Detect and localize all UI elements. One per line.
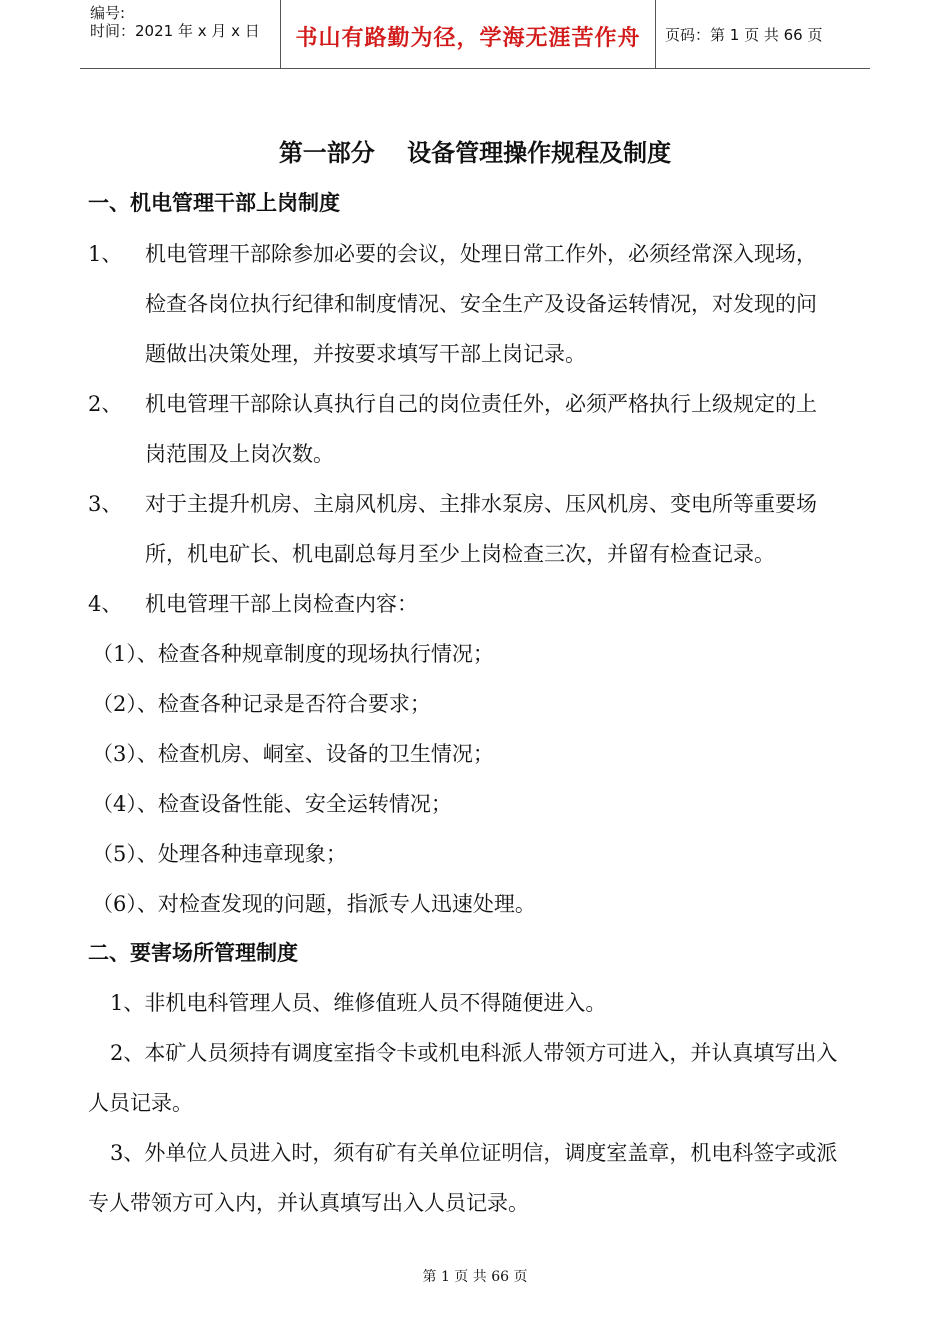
- sub-item: （4）、检查设备性能、安全运转情况；: [92, 792, 452, 816]
- paragraph-line: 机电管理干部上岗检查内容：: [145, 592, 418, 616]
- paragraph-line: 岗范围及上岗次数。: [145, 442, 334, 466]
- section-heading: 二、要害场所管理制度: [88, 941, 298, 965]
- header-page-cell: [655, 0, 870, 68]
- paragraph-line: 人员记录。: [88, 1091, 193, 1115]
- sub-item: （2）、检查各种记录是否符合要求；: [92, 692, 431, 716]
- paragraph-line: 2、本矿人员须持有调度室指令卡或机电科派人带领方可进入，并认真填写出入: [110, 1041, 838, 1065]
- section-heading: 一、机电管理干部上岗制度: [88, 191, 340, 215]
- paragraph-line: 题做出决策处理，并按要求填写干部上岗记录。: [145, 342, 586, 366]
- header-left-cell: [80, 0, 280, 68]
- paragraph-line: 检查各岗位执行纪律和制度情况、安全生产及设备运转情况，对发现的问: [145, 292, 817, 316]
- page-footer: 第 1 页 共 66 页: [422, 1269, 528, 1285]
- sub-item: （5）、处理各种违章现象；: [92, 842, 347, 866]
- paragraph-line: 机电管理干部除参加必要的会议，处理日常工作外，必须经常深入现场，: [145, 242, 817, 266]
- item-number: 4、: [88, 592, 123, 616]
- paragraph-line: 机电管理干部除认真执行自己的岗位责任外，必须严格执行上级规定的上: [145, 392, 817, 416]
- header-motto: 书山有路勤为径，学海无涯苦作舟: [295, 26, 641, 51]
- sub-item: （1）、检查各种规章制度的现场执行情况；: [92, 642, 494, 666]
- item-number: 1、: [88, 242, 123, 266]
- sub-item: （3）、检查机房、峒室、设备的卫生情况；: [92, 742, 494, 766]
- paragraph-line: 所，机电矿长、机电副总每月至少上岗检查三次，并留有检查记录。: [145, 542, 775, 566]
- document-number-label: 编号:: [90, 4, 126, 22]
- item-number: 3、: [88, 492, 123, 516]
- paragraph-line: 专人带领方可入内，并认真填写出入人员记录。: [88, 1191, 529, 1215]
- page-header: [80, 0, 870, 69]
- paragraph-line: 对于主提升机房、主扇风机房、主排水泵房、压风机房、变电所等重要场: [145, 492, 817, 516]
- paragraph-line: 1、非机电科管理人员、维修值班人员不得随便进入。: [110, 991, 607, 1015]
- sub-item: （6）、对检查发现的问题，指派专人迅速处理。: [92, 892, 536, 916]
- header-motto-cell: [280, 0, 656, 68]
- document-time-label: 时间：2021 年 x 月 x 日: [90, 22, 260, 40]
- header-page-label: 页码：第 1 页 共 66 页: [665, 26, 823, 44]
- item-number: 2、: [88, 392, 123, 416]
- paragraph-line: 3、外单位人员进入时，须有矿有关单位证明信，调度室盖章，机电科签字或派: [110, 1141, 838, 1165]
- document-title: 第一部分 设备管理操作规程及制度: [278, 138, 672, 167]
